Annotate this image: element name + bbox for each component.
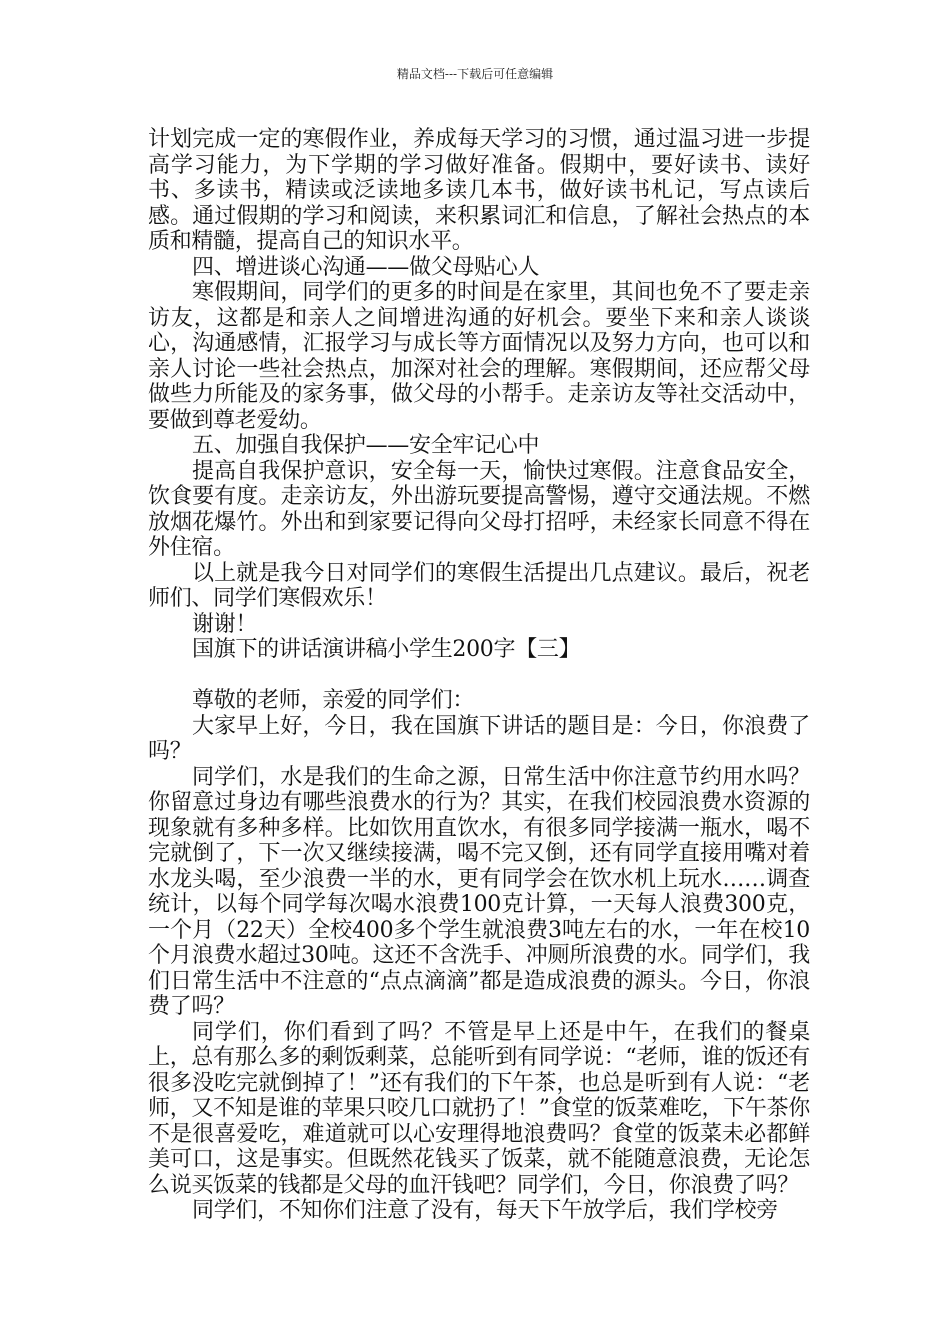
paragraph-study-plan: 计划完成一定的寒假作业，养成每天学习的习惯，通过温习进一步提高学习能力，为下学期的学习做好准备。假期中，要好读书、读好书、多读书，精读或泛读地多读几本书，做好读书札记，写点读后感。通过假期的学习和阅读，来积累词汇和信息，了解社会热点的本质和精髓，提高自己的知识水平。 — [148, 127, 810, 254]
section-heading-communication: 四、增进谈心沟通——做父母贴心人 — [192, 254, 540, 280]
paragraph-water: 同学们，水是我们的生命之源，日常生活中你注意节约用水吗？你留意过身边有哪些浪费水的行为？其实，在我们校园浪费水资源的现象就有多种多样。比如饮用直饮水，有很多同学接满一瓶水，喝不完就倒了，下一次又继续接满，喝不完又倒，还有同学直接用嘴对着水龙头喝，至少浪费一半的水，更有同学会在饮水机上玩水……调查统计，以每个同学每次喝水浪费100克计算，一天每人浪费300克，一个月（22天）全校400多个学生就浪费3吨左右的水，一年在校10个月浪费水超过30吨。这还不含洗手、冲厕所浪费的水。同学们，我们日常生活中不注意的“点点滴滴”都是造成浪费的源头。今日，你浪费了吗？ — [148, 764, 810, 1019]
speech-title-three: 国旗下的讲话演讲稿小学生200字【三】 — [192, 637, 581, 662]
paragraph-thanks: 谢谢！ — [192, 611, 258, 637]
paragraph-safety: 提高自我保护意识，安全每一天，愉快过寒假。注意食品安全，饮食要有度。走亲访友，外出游玩要提高警惕，遵守交通法规。不燃放烟花爆竹。外出和到家要记得向父母打招呼，未经家长同意不得在外住宿。 — [148, 458, 810, 560]
blank-line — [148, 663, 810, 689]
section-heading-safety: 五、加强自我保护——安全牢记心中 — [192, 433, 540, 458]
paragraph-communication: 寒假期间，同学们的更多的时间是在家里，其间也免不了要走亲访友，这都是和亲人之间增进沟通的好机会。要坐下来和亲人谈谈心，沟通感情，汇报学习与成长等方面情况以及努力方向，也可以和亲人讨论一些社会热点，加深对社会的理解。寒假期间，还应帮父母做些力所能及的家务事，做父母的小帮手。走亲访友等社交活动中，要做到尊老爱幼。 — [148, 280, 810, 433]
paragraph-after-school: 同学们，不知你们注意了没有，每天下午放学后，我们学校旁 — [192, 1198, 778, 1223]
paragraph-greeting: 大家早上好，今日，我在国旗下讲话的题目是：今日，你浪费了吗？ — [148, 713, 810, 764]
paragraph-closing: 以上就是我今日对同学们的寒假生活提出几点建议。最后，祝老师们、同学们寒假欢乐！ — [148, 560, 810, 611]
paragraph-food: 同学们，你们看到了吗？不管是早上还是中午，在我们的餐桌上，总有那么多的剩饭剩菜，总能听到有同学说：“老师，谁的饭还有很多没吃完就倒掉了！”还有我们的下午茶，也总是听到有人说：“老师，又不知是谁的苹果只咬几口就扔了！”食堂的饭菜难吃，下午茶你不是很喜爱吃，难道就可以心安理得地浪费吗？食堂的饭菜未必都鲜美可口，这是事实。但既然花钱买了饭菜，就不能随意浪费，无论怎么说买饭菜的钱都是父母的血汗钱吧？同学们，今日，你浪费了吗？ — [148, 1019, 810, 1198]
paragraph-salutation: 尊敬的老师，亲爱的同学们： — [192, 688, 475, 713]
document-body — [148, 127, 810, 1224]
page-header: 精品文档---下载后可任意编辑 — [396, 67, 554, 81]
